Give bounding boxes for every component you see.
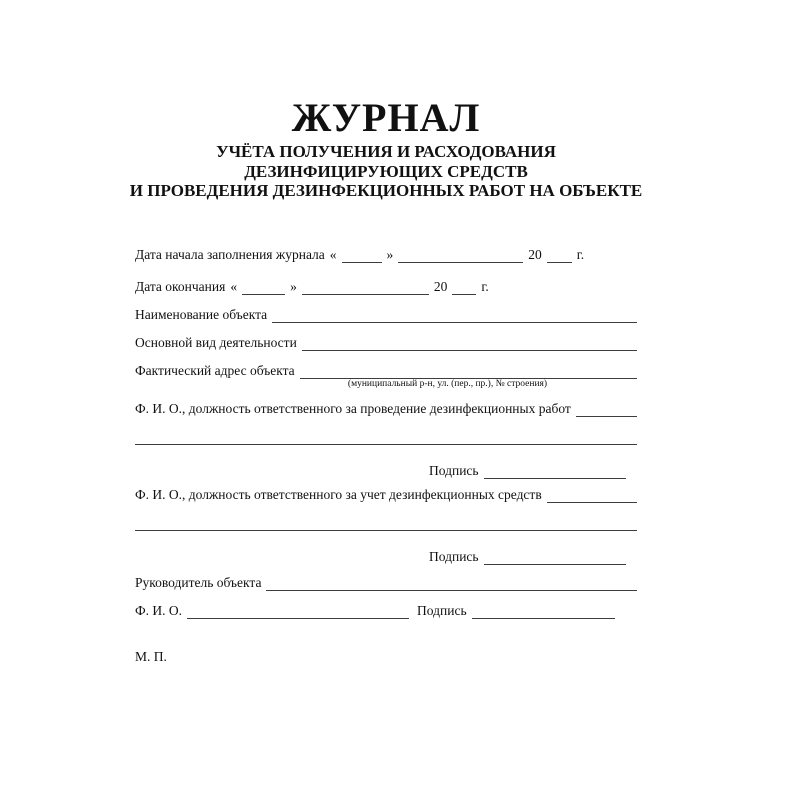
object-head-row (135, 574, 637, 591)
end-date-year-blank[interactable] (452, 280, 476, 295)
end-date-year-suffix: г. (481, 279, 489, 294)
object-head-label: Руководитель объекта (135, 575, 262, 590)
start-date-month-blank[interactable] (398, 248, 523, 263)
agents-signature-label: Подпись (429, 549, 479, 564)
journal-subtitle-line-2: ДЕЗИНФИЦИРУЮЩИХ СРЕДСТВ (244, 161, 528, 181)
agents-responsible-label: Ф. И. О., должность ответственного за учет дезинфекционных средств (135, 487, 542, 502)
object-name-row (135, 306, 637, 323)
head-full-name-label: Ф. И. О. (135, 603, 183, 618)
start-date-close-quote: » (386, 247, 394, 262)
start-date-label: Дата начала заполнения журнала (135, 247, 325, 262)
start-date-open-quote: « (329, 247, 337, 262)
works-signature-blank[interactable] (484, 464, 626, 479)
works-responsible-extra-blank[interactable] (135, 444, 637, 445)
end-date-day-blank[interactable] (242, 280, 285, 295)
works-responsible-row (135, 400, 637, 417)
journal-subtitle-line-3: И ПРОВЕДЕНИЯ ДЕЗИНФЕКЦИОННЫХ РАБОТ НА ОБЪЕКТЕ (129, 181, 643, 200)
actual-address-row (135, 362, 637, 379)
agents-responsible-extra-blank[interactable] (135, 530, 637, 531)
main-activity-label: Основной вид деятельности (135, 335, 297, 350)
agents-signature-row (135, 548, 637, 565)
agents-responsible-blank[interactable] (547, 488, 637, 503)
start-date-day-blank[interactable] (342, 248, 382, 263)
actual-address-label: Фактический адрес объекта (135, 363, 295, 378)
works-responsible-blank[interactable] (576, 402, 637, 417)
start-date-year-suffix: г. (576, 247, 585, 262)
actual-address-blank[interactable] (300, 364, 637, 379)
head-name-signature-row (135, 602, 637, 619)
journal-title: ЖУРНАЛ (291, 95, 481, 140)
stamp-place-row (135, 648, 637, 665)
works-responsible-label: Ф. И. О., должность ответственного за проведение дезинфекционных работ (135, 401, 571, 416)
end-date-row (135, 278, 637, 295)
object-name-blank[interactable] (272, 308, 637, 323)
object-name-label: Наименование объекта (135, 307, 268, 322)
start-date-year-prefix: 20 (528, 247, 542, 262)
head-signature-blank[interactable] (472, 604, 615, 619)
journal-subtitle-line-1: УЧЁТА ПОЛУЧЕНИЯ И РАСХОДОВАНИЯ (216, 142, 556, 161)
works-signature-row (135, 462, 637, 479)
agents-signature-blank[interactable] (484, 550, 626, 565)
document-header (86, 97, 686, 201)
address-hint: (муниципальный р-н, ул. (пер., пр.), № строения) (347, 379, 548, 389)
end-date-year-prefix: 20 (433, 279, 448, 294)
main-activity-blank[interactable] (302, 336, 637, 351)
main-activity-row (135, 334, 637, 351)
stamp-place-label: М. П. (135, 649, 167, 664)
start-date-row (135, 246, 637, 263)
end-date-month-blank[interactable] (302, 280, 429, 295)
start-date-year-blank[interactable] (547, 248, 572, 263)
head-signature-label: Подпись (417, 603, 467, 618)
end-date-close-quote: » (290, 279, 297, 294)
object-head-blank[interactable] (266, 576, 637, 591)
end-date-label: Дата окончания (135, 279, 226, 294)
head-full-name-blank[interactable] (187, 604, 409, 619)
works-signature-label: Подпись (429, 463, 479, 478)
end-date-open-quote: « (230, 279, 238, 294)
agents-responsible-row (135, 486, 637, 503)
